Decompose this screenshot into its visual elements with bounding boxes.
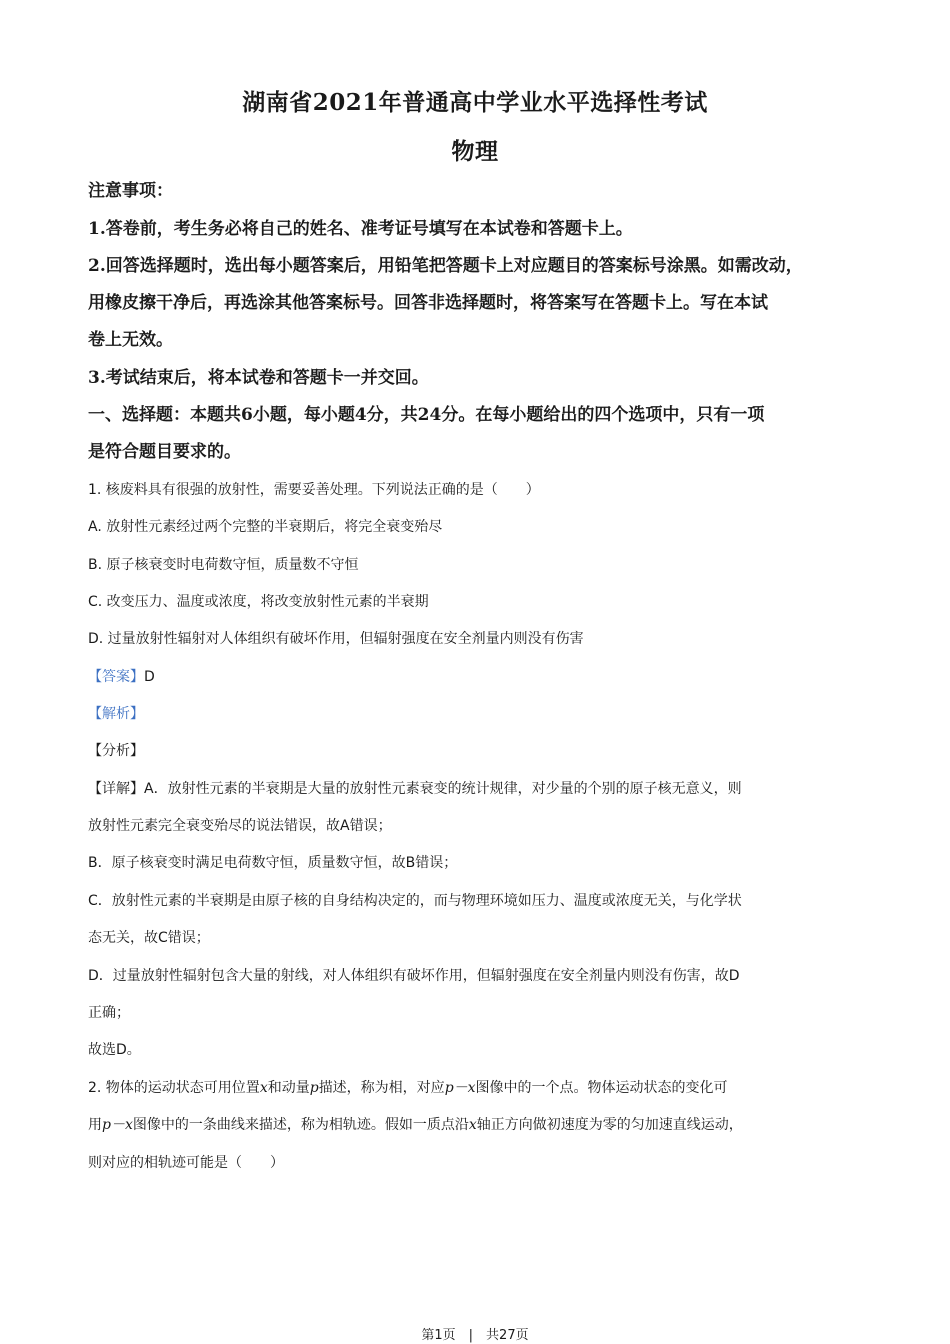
notice-item-2-line-2: 用橡皮擦干净后，再选涂其他答案标号。回答非选择题时，将答案写在答题卡上。写在本试	[88, 293, 768, 313]
fenxi-tag: 【分析】	[88, 743, 144, 759]
q2-text: 图像中的一个点。物体运动状态的变化可	[475, 1080, 728, 1096]
exam-subject: 物理	[451, 138, 499, 165]
question-1-option-b: B. 原子核衰变时电荷数守恒，质量数不守恒	[88, 557, 359, 573]
q2-text: 和动量	[267, 1080, 310, 1096]
detail-line-5: 态无关，故C错误；	[88, 930, 210, 946]
detail-line-4: C．放射性元素的半衰期是由原子核的自身结构决定的，而与物理环境如压力、温度或浓度无关，与化学状	[88, 893, 742, 909]
var-p: p	[309, 1080, 319, 1096]
exam-title: 湖南省2021年普通高中学业水平选择性考试	[242, 89, 708, 116]
detail-line-8: 故选D。	[88, 1042, 141, 1058]
detail-line-2: 放射性元素完全衰变殆尽的说法错误，故A错误；	[88, 818, 392, 834]
detail-line-6: D．过量放射性辐射包含大量的射线，对人体组织有破坏作用，但辐射强度在安全剂量内则没有伤害，故D	[88, 968, 740, 984]
var-p-x: p－x	[444, 1080, 476, 1096]
q2-text: 图像中的一条曲线来描述，称为相轨迹。假如一质点沿	[132, 1117, 469, 1133]
section-heading-line-2: 是符合题目要求的。	[88, 442, 241, 462]
answer-row	[88, 667, 878, 687]
var-x: x	[259, 1080, 268, 1096]
question-1-option-d: D. 过量放射性辐射对人体组织有破坏作用，但辐射强度在安全剂量内则没有伤害	[88, 631, 584, 647]
q2-text: 描述，称为相，对应	[318, 1080, 445, 1096]
question-2-line-2	[88, 1115, 878, 1135]
analysis-tag: 【解析】	[88, 706, 144, 722]
answer-value: D	[144, 669, 155, 685]
var-p-x: p－x	[102, 1117, 133, 1133]
detail-line-3: B．原子核衰变时满足电荷数守恒，质量数守恒，故B错误；	[88, 855, 458, 871]
notice-item-2-line-3: 卷上无效。	[88, 330, 173, 350]
section-heading-line-1: 一、选择题：本题共6小题，每小题4分，共24分。在每小题给出的四个选项中，只有一项	[88, 405, 765, 425]
detail-line-1: 【详解】A．放射性元素的半衰期是大量的放射性元素衰变的统计规律，对少量的个别的原子核无意义，则	[88, 781, 742, 797]
notice-item-3: 3.考试结束后，将本试卷和答题卡一并交回。	[88, 368, 429, 388]
page-footer: 第1页 | 共27页	[421, 1328, 529, 1343]
detail-line-7: 正确；	[88, 1005, 130, 1021]
question-1-option-c: C. 改变压力、温度或浓度，将改变放射性元素的半衰期	[88, 594, 429, 610]
question-1-stem: 1. 核废料具有很强的放射性，需要妥善处理。下列说法正确的是（ ）	[88, 482, 540, 498]
notice-item-2-line-1: 2.回答选择题时，选出每小题答案后，用铅笔把答题卡上对应题目的答案标号涂黑。如需改动，	[88, 256, 803, 276]
question-2-line-3: 则对应的相轨迹可能是（ ）	[88, 1155, 284, 1171]
answer-tag: 【答案】	[88, 669, 144, 685]
question-2-line-1	[88, 1078, 878, 1098]
notice-heading: 注意事项：	[88, 181, 173, 201]
q2-text: 轴正方向做初速度为零的匀加速直线运动，	[476, 1117, 743, 1133]
var-x: x	[468, 1117, 477, 1133]
q2-text: 2. 物体的运动状态可用位置	[88, 1080, 260, 1096]
question-1-option-a: A. 放射性元素经过两个完整的半衰期后，将完全衰变殆尽	[88, 519, 443, 535]
q2-text: 用	[88, 1117, 102, 1133]
notice-item-1: 1.答卷前，考生务必将自己的姓名、准考证号填写在本试卷和答题卡上。	[88, 219, 633, 239]
